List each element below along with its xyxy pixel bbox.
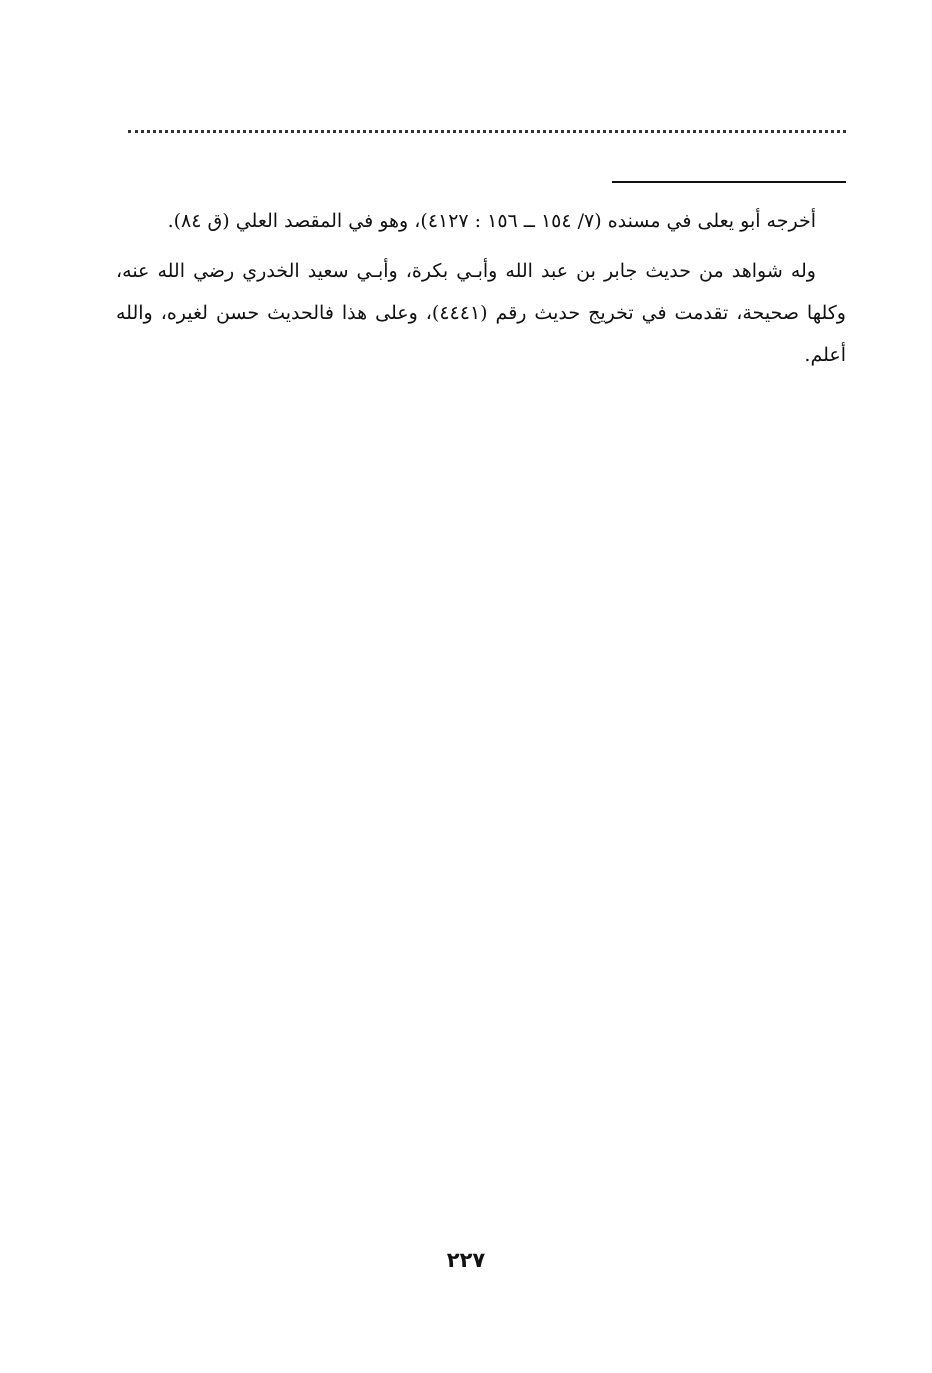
footnote-separator-line [612,181,846,183]
dotted-separator [128,130,846,133]
footnote-block [116,200,846,384]
footnote-paragraph-1: أخرجه أبو يعلى في مسنده (٧/ ١٥٤ ــ ١٥٦ : ٤١٢٧)، وهو في المقصد العلي (ق ٨٤). [167,210,816,232]
page-number: ٢٢٧ [446,1248,486,1272]
footnote-paragraph-2: وله شواهد من حديث جابر بن عبد الله وأبـي بكرة، وأبـي سعيد الخدري رضي الله عنه، وكلها صحيحة، تقدمت في تخريج حديث رقم (٤٤٤١)، وعلى هذا فالحديث حسن لغيره، والله أعلم. [116,260,846,366]
